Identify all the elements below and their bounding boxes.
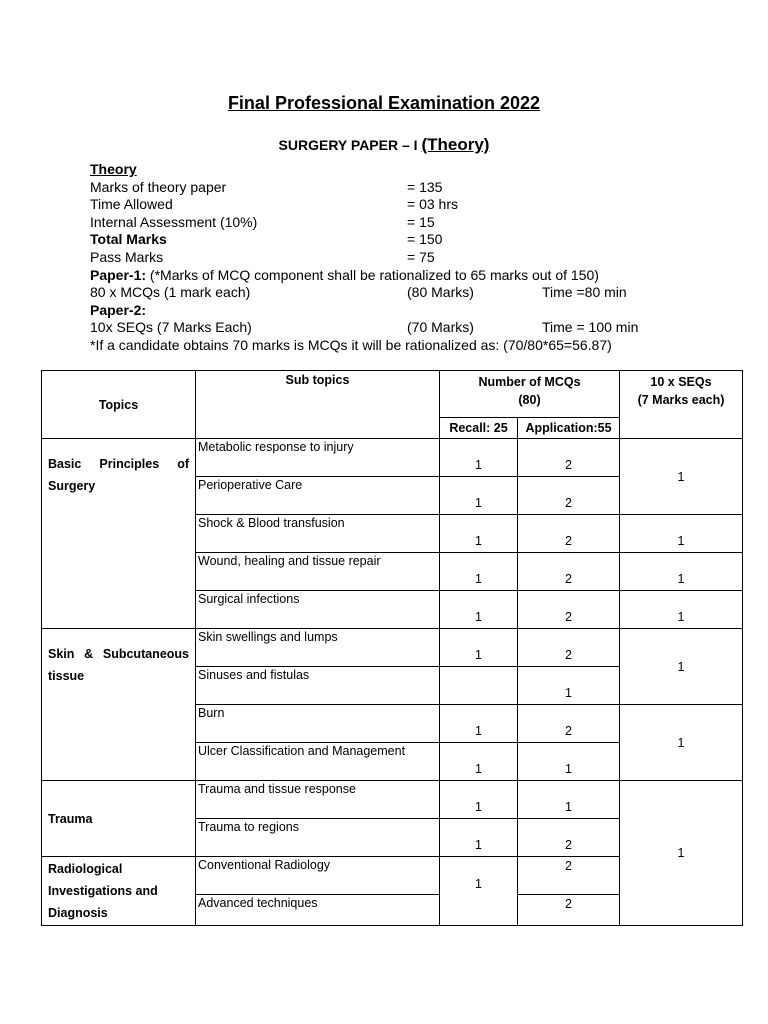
application-cell: 1 [518,743,620,781]
syllabus-table [41,370,743,926]
theory-heading: Theory [90,161,137,177]
info-row [90,249,730,267]
application-cell: 2 [518,515,620,553]
recall-cell: 1 [440,743,518,781]
subtopic-cell: Metabolic response to injury [196,439,440,477]
subtopic-cell: Advanced techniques [196,895,440,926]
application-cell: 2 [518,895,620,926]
header-mcqs-line1: Number of MCQs [478,375,581,389]
info-label: Pass Marks [90,248,164,265]
recall-cell: 1 [440,629,518,667]
header-application: Application:55 [518,418,620,439]
info-row [90,196,730,214]
table-row [42,629,743,667]
subtopic-cell: Trauma to regions [196,819,440,857]
table-row [42,439,743,477]
seq-cell: 1 [620,629,743,705]
seq-cell: 1 [620,781,743,926]
seq-cell: 1 [620,705,743,781]
document-title: Final Professional Examination 2022 [227,93,541,113]
recall-cell: 1 [440,439,518,477]
info-value: = 75 [407,248,435,265]
application-cell: 2 [518,477,620,515]
seq-cell: 1 [620,553,743,591]
exam-info [90,161,730,355]
footnote: *If a candidate obtains 70 marks is MCQs it will be rationalized as: (70/80*65=56.87) [90,336,612,353]
info-value: = 135 [407,178,443,195]
paper1-heading [90,267,730,285]
table-row [42,781,743,819]
topic-cell: Basic Principles of Surgery [42,439,196,629]
application-cell: 2 [518,705,620,743]
info-value: = 15 [407,213,435,230]
topic-cell: Skin & Subcutaneous tissue [42,629,196,781]
info-label: Total Marks [90,231,167,248]
info-label: Time Allowed [90,196,173,213]
header-row [42,371,743,418]
subtopic-cell: Conventional Radiology [196,857,440,895]
recall-cell: 1 [440,819,518,857]
seq-cell: 1 [620,439,743,515]
subtopic-cell: Wound, healing and tissue repair [196,553,440,591]
subtopic-cell: Skin swellings and lumps [196,629,440,667]
document-subtitle [0,135,768,155]
application-cell: 2 [518,857,620,895]
paper2-line [90,319,730,337]
subtitle-suffix: (Theory) [421,135,490,154]
seq-cell: 1 [620,591,743,629]
subtopic-cell: Burn [196,705,440,743]
header-topics: Topics [42,371,196,439]
application-cell: 2 [518,819,620,857]
subtopic-cell: Surgical infections [196,591,440,629]
topic-cell: Trauma [42,781,196,857]
info-row [90,214,730,232]
application-cell: 2 [518,439,620,477]
seq-cell: 1 [620,515,743,553]
info-value: = 150 [407,231,443,248]
header-subtopics: Sub topics [196,371,440,439]
subtopic-cell: Sinuses and fistulas [196,667,440,705]
recall-cell [440,667,518,705]
recall-cell: 1 [440,781,518,819]
paper2-label: Paper-2: [90,301,147,318]
recall-cell: 1 [440,477,518,515]
application-cell: 1 [518,667,620,705]
info-row [90,231,730,249]
subtopic-cell: Perioperative Care [196,477,440,515]
recall-cell: 1 [440,857,518,926]
header-seqs-line2: (7 Marks each) [637,393,725,407]
paper2-marks: (70 Marks) [407,319,474,336]
subtitle-prefix: SURGERY PAPER – I [278,137,418,153]
recall-cell: 1 [440,705,518,743]
info-row [90,179,730,197]
header-mcqs [440,371,620,418]
recall-cell: 1 [440,553,518,591]
recall-cell: 1 [440,515,518,553]
topic-cell: Radiological Investigations and Diagnosis [42,857,196,926]
info-label: Internal Assessment (10%) [90,213,258,230]
application-cell: 1 [518,781,620,819]
header-recall: Recall: 25 [440,418,518,439]
subtopic-cell: Shock & Blood transfusion [196,515,440,553]
info-label: Marks of theory paper [90,178,227,195]
application-cell: 2 [518,629,620,667]
header-seqs [620,371,743,439]
paper1-line [90,284,730,302]
paper2-time: Time = 100 min [542,319,639,336]
paper2-desc: 10x SEQs (7 Marks Each) [90,319,252,336]
info-value: = 03 hrs [407,196,458,213]
subtopic-cell: Trauma and tissue response [196,781,440,819]
application-cell: 2 [518,553,620,591]
application-cell: 2 [518,591,620,629]
recall-cell: 1 [440,591,518,629]
header-mcqs-line2: (80) [518,393,541,407]
subtopic-cell: Ulcer Classification and Management [196,743,440,781]
paper1-marks: (80 Marks) [407,284,474,301]
paper1-time: Time =80 min [542,284,627,301]
paper1-label: Paper-1: [90,266,147,283]
header-seqs-line1: 10 x SEQs [650,375,712,389]
paper1-desc: 80 x MCQs (1 mark each) [90,284,251,301]
paper1-note: (*Marks of MCQ component shall be rationalized to 65 marks out of 150) [146,266,599,283]
